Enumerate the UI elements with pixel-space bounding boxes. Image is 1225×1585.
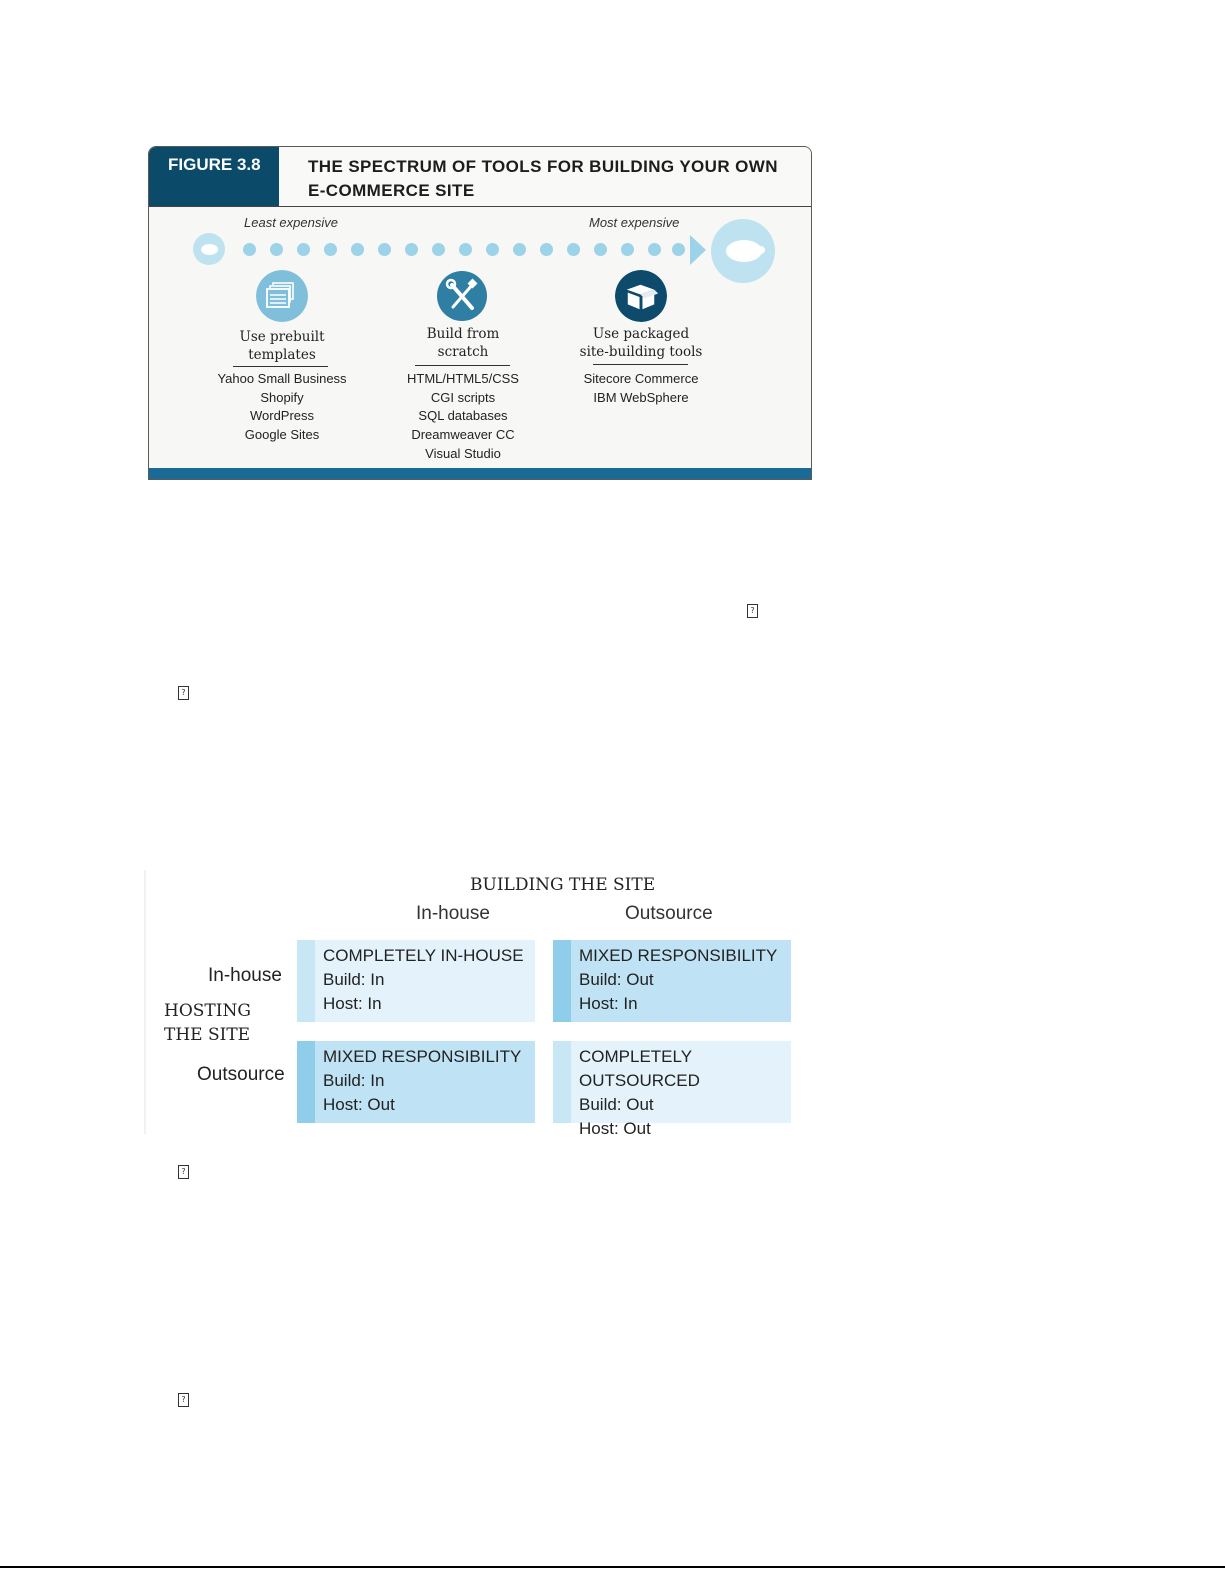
cell-title: COMPLETELY OUTSOURCED	[579, 1047, 700, 1090]
cell-completely-outsourced	[553, 1041, 791, 1138]
row-header-inhouse: In-house	[208, 965, 282, 986]
column-header-outsource: Outsource	[625, 903, 713, 924]
divider	[415, 365, 510, 366]
scale-dot	[243, 243, 256, 256]
cell-host: Host: Out	[323, 1095, 395, 1114]
page-bottom-rule	[0, 1566, 1225, 1568]
templates-icon	[256, 270, 308, 322]
hosting-label-line: HOSTING	[164, 1001, 251, 1021]
figure-label: FIGURE 3.8	[149, 147, 279, 206]
scale-dot	[270, 243, 283, 256]
least-expensive-label: Least expensive	[244, 215, 338, 230]
cell-mixed-responsibility	[553, 940, 791, 1022]
list-item: WordPress	[249, 408, 315, 424]
box-icon	[615, 270, 667, 322]
cell-host: Host: In	[579, 994, 638, 1013]
list-item: IBM WebSphere	[593, 389, 689, 405]
list-item: Visual Studio	[425, 445, 501, 461]
list-item: HTML/HTML5/CSS	[407, 371, 519, 386]
scale-dot	[540, 243, 553, 256]
column-heading-line: Build from	[426, 326, 500, 342]
divider	[593, 364, 688, 365]
missing-glyph-icon: ?	[747, 604, 758, 618]
scale-dot	[405, 243, 418, 256]
figure-3-8	[148, 146, 812, 480]
column-heading-line: Use packaged	[592, 326, 690, 342]
column-heading-templates	[197, 328, 367, 364]
cell-mixed-responsibility	[297, 1041, 535, 1123]
column-heading-line: scratch	[437, 344, 489, 360]
figure-header	[149, 147, 811, 207]
cell-title: MIXED RESPONSIBILITY	[323, 1047, 522, 1066]
build-host-matrix	[144, 870, 798, 1138]
scale-dot	[351, 243, 364, 256]
cell-build: Build: In	[323, 970, 385, 989]
hosting-label	[164, 999, 251, 1047]
missing-glyph-icon: ?	[178, 1165, 189, 1179]
most-expensive-label: Most expensive	[589, 215, 680, 230]
scale-dot	[567, 243, 580, 256]
scale-dot	[513, 243, 526, 256]
cell-completely-inhouse	[297, 940, 535, 1022]
list-item: SQL databases	[418, 408, 508, 424]
scale-dot	[378, 243, 391, 256]
packaged-list	[556, 370, 726, 407]
large-piggy-bank-icon	[711, 219, 775, 283]
scale-dot	[648, 243, 661, 256]
missing-glyph-icon: ?	[178, 1393, 189, 1407]
missing-glyph-icon: ?	[178, 686, 189, 700]
cell-title: COMPLETELY IN-HOUSE	[323, 946, 524, 965]
cell-build: Build: Out	[579, 1095, 654, 1114]
list-item: CGI scripts	[430, 389, 496, 405]
scale-dot	[486, 243, 499, 256]
scale-dot	[324, 243, 337, 256]
figure-title	[308, 155, 798, 203]
figure-title-line1: THE SPECTRUM OF TOOLS FOR BUILDING YOUR OWN	[308, 157, 778, 176]
figure-title-line2: E-COMMERCE SITE	[308, 181, 475, 200]
list-item: Sitecore Commerce	[583, 371, 699, 386]
small-piggy-bank-icon	[193, 233, 225, 265]
hosting-label-line: THE SITE	[164, 1025, 251, 1045]
row-header-outsource: Outsource	[197, 1064, 285, 1085]
figure-bottom-bar	[149, 468, 811, 479]
cell-build: Build: In	[323, 1071, 385, 1090]
scale-dot	[297, 243, 310, 256]
scratch-list	[378, 370, 548, 464]
scale-dot	[432, 243, 445, 256]
tools-icon	[436, 270, 488, 322]
list-item: Shopify	[260, 389, 304, 405]
scale-dot	[621, 243, 634, 256]
column-heading-line: Use prebuilt	[239, 329, 325, 345]
list-item: Dreamweaver CC	[411, 427, 515, 443]
list-item: Google Sites	[244, 427, 320, 443]
column-heading-scratch	[378, 325, 548, 361]
matrix-title: BUILDING THE SITE	[470, 875, 656, 895]
scale-dot	[459, 243, 472, 256]
column-heading-line: site-building tools	[579, 344, 703, 360]
column-heading-line: templates	[248, 347, 316, 363]
column-heading-packaged	[556, 325, 726, 361]
templates-list	[197, 370, 367, 445]
cell-title: MIXED RESPONSIBILITY	[579, 946, 778, 965]
arrow-right-icon	[690, 235, 706, 265]
cell-host: Host: Out	[579, 1119, 651, 1138]
scale-dot	[594, 243, 607, 256]
scale-dot	[672, 243, 685, 256]
cell-host: Host: In	[323, 994, 382, 1013]
list-item: Yahoo Small Business	[217, 371, 347, 386]
divider	[233, 366, 328, 367]
cell-build: Build: Out	[579, 970, 654, 989]
column-header-inhouse: In-house	[416, 903, 490, 924]
